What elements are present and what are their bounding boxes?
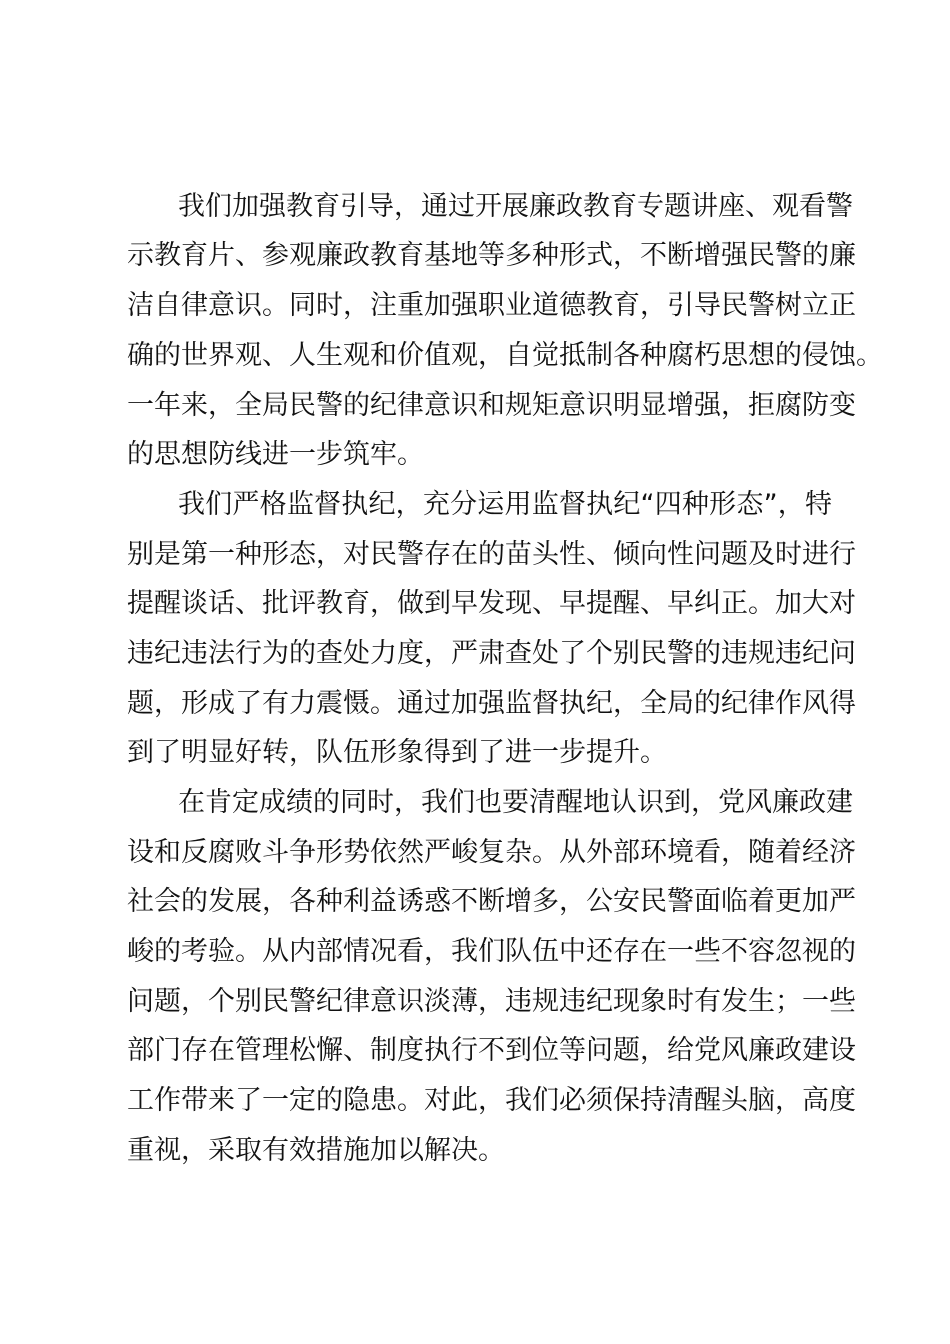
text-line: 工作带来了一定的隐患。对此，我们必须保持清醒头脑，高度: [127, 1085, 856, 1116]
text-line: 题，形成了有力震慑。通过加强监督执纪，全局的纪律作风得: [127, 688, 856, 719]
text-line: 的思想防线进一步筑牢。: [127, 439, 424, 470]
text-line: 洁自律意识。同时，注重加强职业道德教育，引导民警树立正: [127, 290, 856, 321]
text-line: 峻的考验。从内部情况看，我们队伍中还存在一些不容忽视的: [127, 936, 856, 967]
text-line: 示教育片、参观廉政教育基地等多种形式，不断增强民警的廉: [127, 240, 856, 271]
text-line: 我们加强教育引导，通过开展廉政教育专题讲座、观看警: [178, 191, 853, 222]
text-line: 社会的发展，各种利益诱惑不断增多，公安民警面临着更加严: [127, 886, 856, 917]
text-line: 别是第一种形态，对民警存在的苗头性、倾向性问题及时进行: [127, 539, 856, 570]
text-line: 部门存在管理松懈、制度执行不到位等问题，给党风廉政建设: [127, 1035, 856, 1066]
text-line: 在肯定成绩的同时，我们也要清醒地认识到，党风廉政建: [178, 787, 853, 818]
text-line: 问题，个别民警纪律意识淡薄，违规违纪现象时有发生；一些: [127, 986, 856, 1017]
text-line: 到了明显好转，队伍形象得到了进一步提升。: [127, 737, 667, 768]
text-line: 重视，采取有效措施加以解决。: [127, 1135, 505, 1166]
text-line: 设和反腐败斗争形势依然严峻复杂。从外部环境看，随着经济: [127, 837, 856, 868]
text-line: 违纪违法行为的查处力度，严肃查处了个别民警的违规违纪问: [127, 638, 856, 669]
text-line: 提醒谈话、批评教育，做到早发现、早提醒、早纠正。加大对: [127, 588, 856, 619]
text-line: 确的世界观、人生观和价值观，自觉抵制各种腐朽思想的侵蚀。: [127, 340, 883, 371]
text-line: 一年来，全局民警的纪律意识和规矩意识明显增强，拒腐防变: [127, 390, 856, 421]
text-line: 我们严格监督执纪，充分运用监督执纪“四种形态”，特: [178, 489, 832, 520]
